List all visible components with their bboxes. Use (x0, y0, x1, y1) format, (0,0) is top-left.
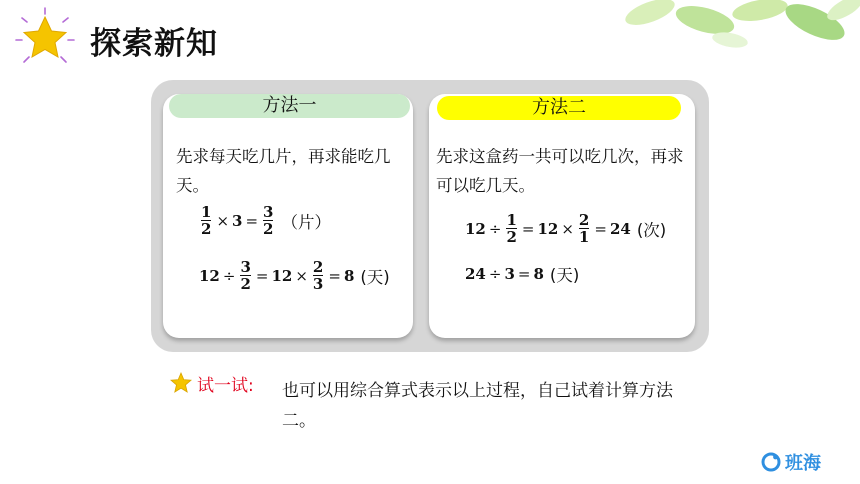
fraction: $\frac{3}{2}$ (240, 258, 251, 293)
method-two-formula-2: 24 ÷ 3 = 8 (天) (465, 265, 580, 285)
fraction: $\frac{1}{2}$ (506, 211, 517, 246)
star-icon (169, 372, 193, 394)
fraction: $\frac{2}{1}$ (578, 211, 590, 246)
brand-logo (760, 449, 821, 475)
method-one-card (163, 94, 413, 338)
leaves-decoration (610, 0, 860, 60)
brand-name: 班海 (785, 453, 821, 474)
fraction: $\frac{1}{2}$ (201, 203, 212, 238)
method-one-description: 先求每天吃几片，再求能吃几天。 (176, 147, 391, 195)
method-two-formula-1: 12 ÷ $\frac{1}{2}$ = 12 × $\frac{2}{1}$ = 24 (次) (465, 211, 667, 246)
method-one-title: 方法一 (169, 94, 410, 118)
brand-icon (760, 451, 782, 473)
try-it-text: 也可以用综合算式表示以上过程，自己试着计算方法二。 (282, 381, 673, 431)
fraction: $\frac{2}{3}$ (312, 258, 324, 293)
fraction: $\frac{3}{2}$ (263, 203, 274, 238)
page-title: 探索新知 (90, 26, 218, 62)
method-two-title: 方法二 (437, 96, 681, 120)
method-two-card (429, 94, 695, 338)
method-one-formula-1: $\frac{1}{2}$ × 3 = $\frac{3}{2}$ （片） (201, 203, 331, 238)
try-it-label: 试一试: (197, 376, 254, 396)
method-one-formula-2: 12 ÷ $\frac{3}{2}$ = 12 × $\frac{2}{3}$ = 8 (天) (199, 258, 390, 293)
star-badge-icon (12, 6, 78, 68)
method-two-description: 先求这盒药一共可以吃几次，再求可以吃几天。 (436, 147, 684, 195)
